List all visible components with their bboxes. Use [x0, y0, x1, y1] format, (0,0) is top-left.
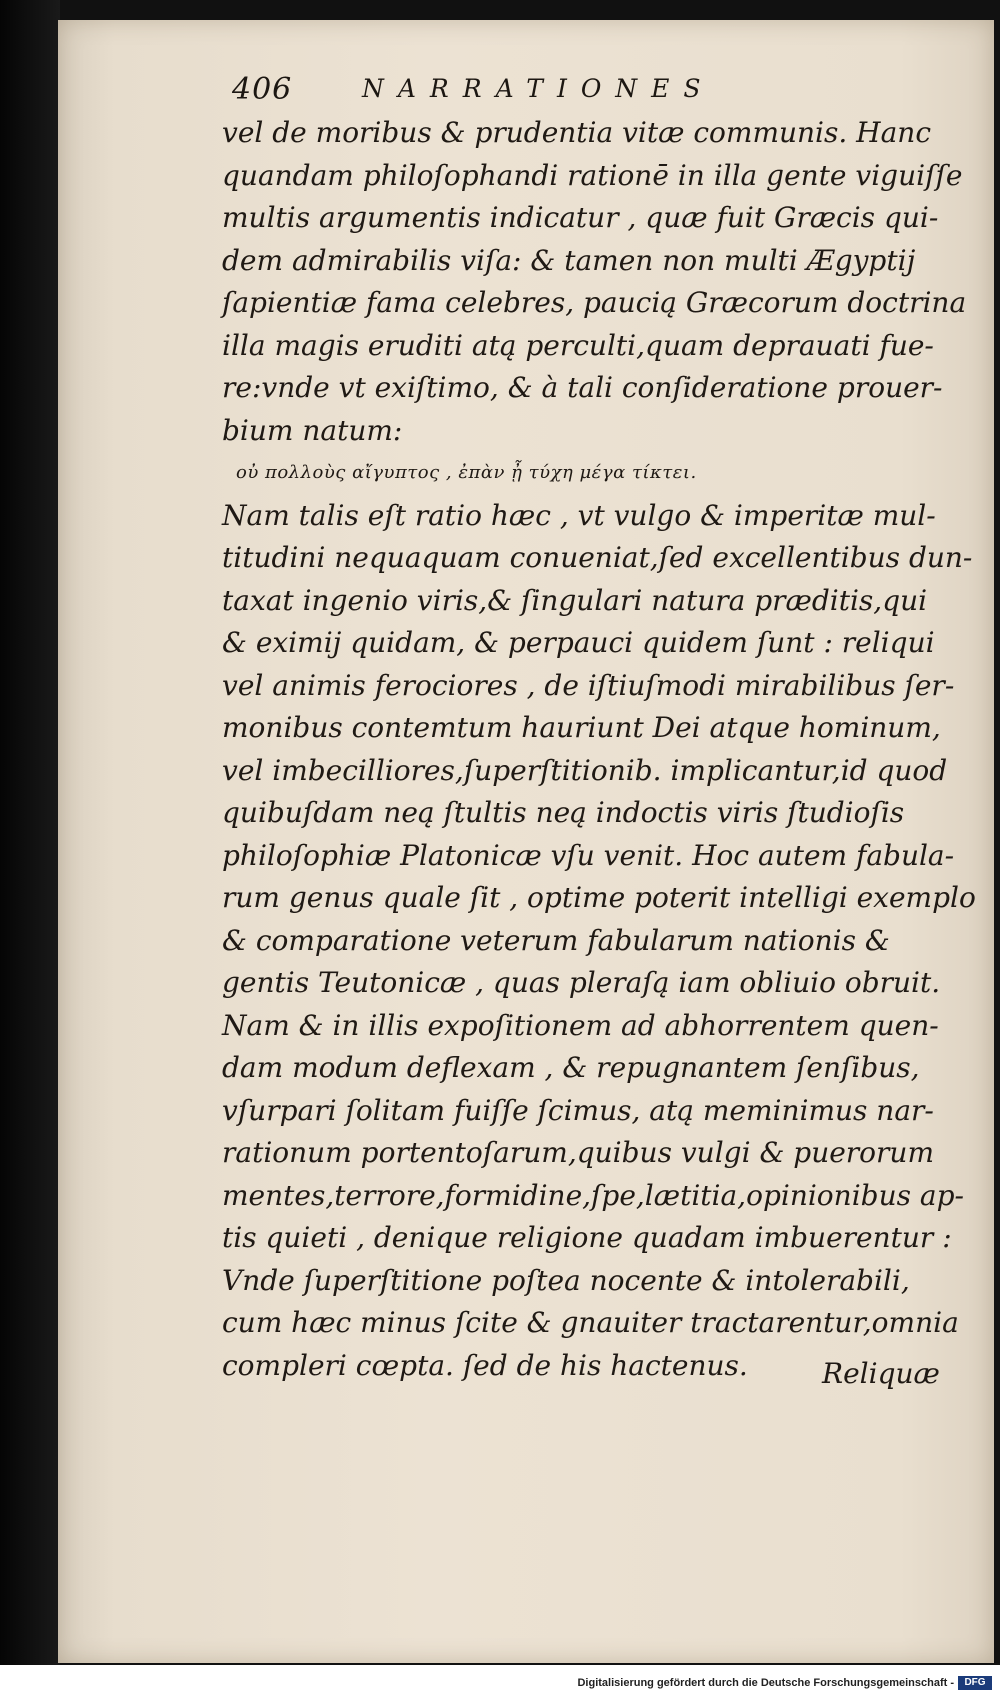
text-line: vſurpari ſolitam fuiſſe ſcimus, atą meminimus nar-: [222, 1093, 934, 1127]
text-line: ſapientiæ fama celebres, paucią Græcorum doctrina: [222, 286, 967, 319]
body-text: [222, 112, 976, 1387]
text-line: dam modum deflexam , & repugnantem ſenſibus,: [222, 1051, 920, 1084]
text-line: gentis Teutonicæ , quas pleraſą iam obliuio obruit.: [222, 966, 941, 999]
running-title: NARRATIONES: [362, 74, 715, 103]
text-line: philoſophiæ Platonicæ vſu venit. Hoc autem fabula-: [222, 838, 955, 872]
text-line: quandam philoſophandi rationē in illa gente viguiſſe: [222, 158, 963, 192]
text-line: Vnde ſuperſtitione poſtea nocente & intolerabili,: [222, 1263, 910, 1297]
text-line: monibus contemtum hauriunt Dei atque hominum,: [222, 711, 941, 744]
text-line: Nam talis eſt ratio hæc , vt vulgo & imperitæ mul-: [222, 498, 936, 532]
page-number: 406: [232, 72, 293, 107]
text-line: tis quieti , denique religione quadam imbuerentur :: [222, 1221, 952, 1254]
text-line: illa magis eruditi atą perculti,quam deprauati fue-: [222, 328, 934, 362]
text-line: bium natum:: [222, 413, 403, 447]
digitization-credit: Digitalisierung gefördert durch die Deutsche Forschungsgemeinschaft -: [577, 1677, 954, 1689]
text-line: taxat ingenio viris,& ſingulari natura præditis,qui: [222, 583, 928, 617]
text-line: & comparatione veterum fabularum nationis &: [222, 923, 890, 957]
text-line: Nam & in illis expoſitionem ad abhorrentem quen-: [222, 1008, 939, 1042]
catchword: Reliquæ: [822, 1357, 940, 1390]
text-line: re:vnde vt exiſtimo, & à tali conſideratione prouer-: [222, 371, 943, 404]
text-line: rum genus quale ſit , optime poterit intelligi exemplo: [222, 881, 976, 914]
text-line: mentes,terrore,formidine,ſpe,lætitia,opinionibus ap-: [222, 1178, 964, 1212]
text-line: quibuſdam neą ſtultis neą indoctis viris ſtudioſis: [222, 796, 905, 829]
text-line: vel de moribus & prudentia vitæ communis. Hanc: [222, 116, 932, 149]
page-header: [232, 72, 832, 112]
dfg-logo: DFG: [958, 1676, 992, 1690]
text-line: vel imbecilliores,ſuperſtitionib. implicantur,id quod: [222, 753, 948, 787]
text-line: dem admirabilis viſa: & tamen non multi Ægyptij: [222, 243, 916, 277]
text-line: vel animis ferociores , de iſtiuſmodi mirabilibus ſer-: [222, 668, 955, 702]
text-line: rationum portentoſarum,quibus vulgi & puerorum: [222, 1136, 935, 1169]
text-line: & eximij quidam, & perpauci quidem ſunt : reliqui: [222, 626, 935, 659]
text-line: multis argumentis indicatur , quæ fuit Græcis qui-: [222, 201, 939, 234]
text-line: compleri cœpta. ſed de his hactenus.: [222, 1348, 748, 1382]
greek-proverb-line: οὐ πολλοὺς αἴγυπτος , ἐπὰν ᾖ τύχη μέγα τίκτει.: [236, 462, 697, 483]
text-line: titudini nequaquam conueniat,ſed excellentibus dun-: [222, 541, 973, 574]
scan-left-edge: [0, 0, 60, 1665]
text-line: cum hæc minus ſcite & gnauiter tractarentur,omnia: [222, 1306, 959, 1339]
